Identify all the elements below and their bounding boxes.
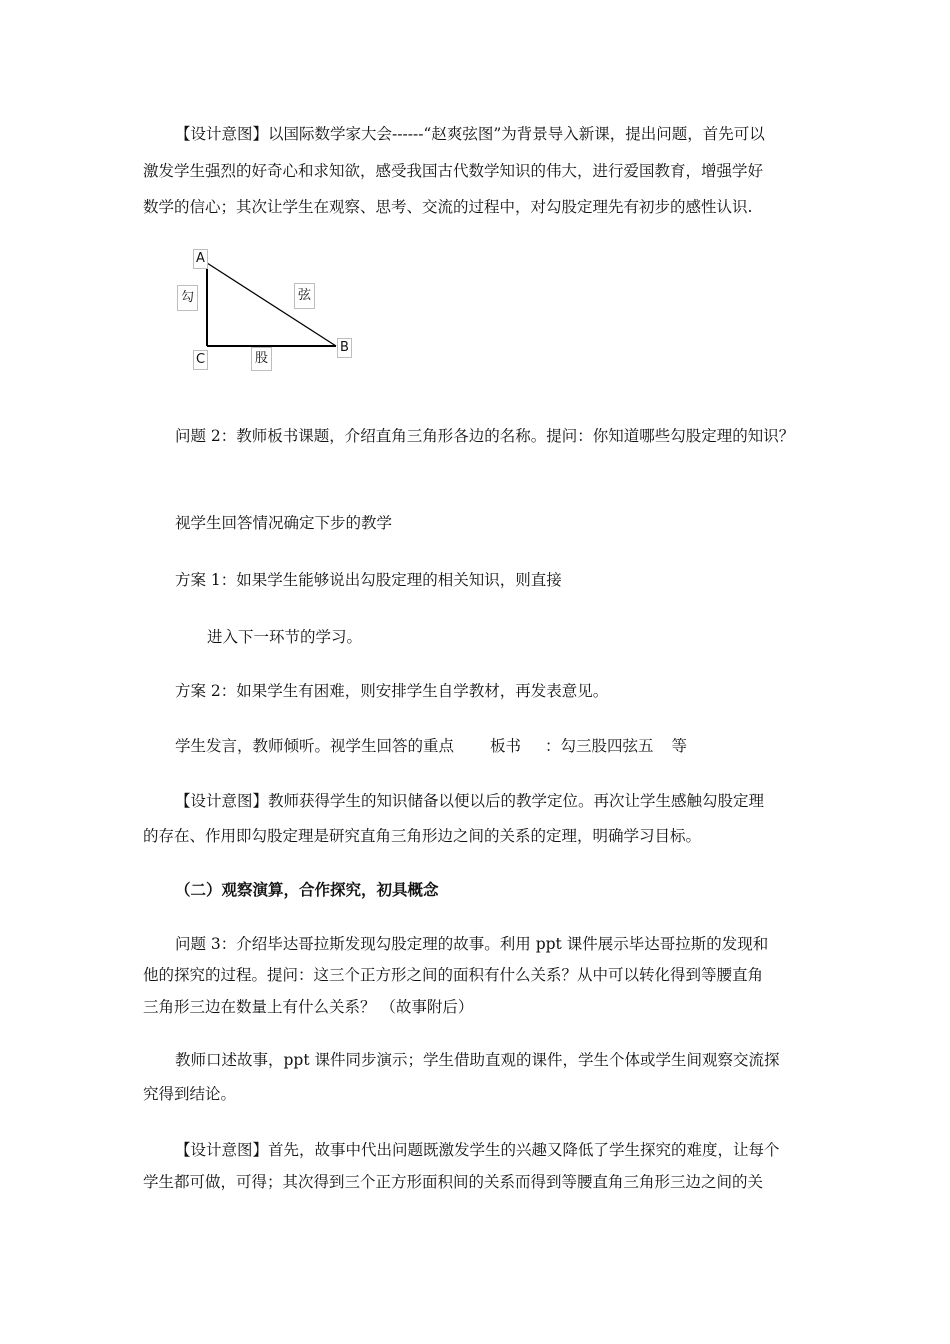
xian-label: 弦 <box>294 283 315 309</box>
speech-part-3: ：勾三股四弦五 <box>545 737 654 755</box>
teacher-story-line-2: 究得到结论。 <box>143 1085 237 1103</box>
design-intent-3-line-1: 【设计意图】首先，故事中代出问题既激发学生的兴趣又降低了学生探究的难度，让每个 <box>175 1141 780 1159</box>
vertex-a-label: A <box>193 249 208 269</box>
triangle-figure <box>188 243 358 378</box>
speech-part-1: 学生发言，教师倾听。视学生回答的重点 <box>175 737 455 755</box>
vertex-c-label: C <box>193 350 208 370</box>
design-intent-1-line-3: 数学的信心；其次让学生在观察、思考、交流的过程中，对勾股定理先有初步的感性认识. <box>143 198 753 216</box>
design-intent-2-line-2: 的存在、作用即勾股定理是研究直角三角形边之间的关系的定理，明确学习目标。 <box>143 827 702 845</box>
design-intent-1-line-2: 激发学生强烈的好奇心和求知欲，感受我国古代数学知识的伟大，进行爱国教育，增强学好 <box>143 162 764 180</box>
plan-1-line-1: 方案 1：如果学生能够说出勾股定理的相关知识，则直接 <box>175 571 562 589</box>
vertex-b-label: B <box>337 338 352 358</box>
right-triangle-diagram <box>181 243 358 378</box>
teacher-story-line-1: 教师口述故事，ppt 课件同步演示；学生借助直观的课件，学生个体或学生间观察交流探 <box>175 1051 780 1069</box>
speech-part-2: 板书 <box>490 737 522 755</box>
gou-label: 勾 <box>177 285 198 311</box>
design-intent-2-line-1: 【设计意图】教师获得学生的知识储备以便以后的教学定位。再次让学生感触勾股定理 <box>175 792 765 810</box>
plan-2: 方案 2：如果学生有困难，则安排学生自学教材，再发表意见。 <box>175 682 609 700</box>
side-xian <box>207 263 336 346</box>
teaching-decision: 视学生回答情况确定下步的教学 <box>175 514 393 532</box>
question-3-line-3: 三角形三边在数量上有什么关系？ （故事附后） <box>143 998 474 1016</box>
question-3-line-1: 问题 3：介绍毕达哥拉斯发现勾股定理的故事。利用 ppt 课件展示毕达哥拉斯的发现和 <box>175 935 769 953</box>
design-intent-1-line-1: 【设计意图】以国际数学家大会------“赵爽弦图”为背景导入新课，提出问题，首先可以 <box>175 125 765 143</box>
student-speech-line <box>175 736 855 756</box>
speech-part-4: 等 <box>671 737 688 755</box>
design-intent-3-line-2: 学生都可做，可得；其次得到三个正方形面积间的关系而得到等腰直角三角形三边之间的关 <box>143 1173 764 1191</box>
question-2: 问题 2：教师板书课题，介绍直角三角形各边的名称。提问：你知道哪些勾股定理的知识？ <box>175 427 795 445</box>
question-3-line-2: 他的探究的过程。提问：这三个正方形之间的面积有什么关系？从中可以转化得到等腰直角 <box>143 966 764 984</box>
section-heading: （二）观察演算，合作探究，初具概念 <box>175 880 439 899</box>
plan-1-line-2: 进入下一环节的学习。 <box>207 628 363 646</box>
gu-label: 股 <box>251 347 272 371</box>
